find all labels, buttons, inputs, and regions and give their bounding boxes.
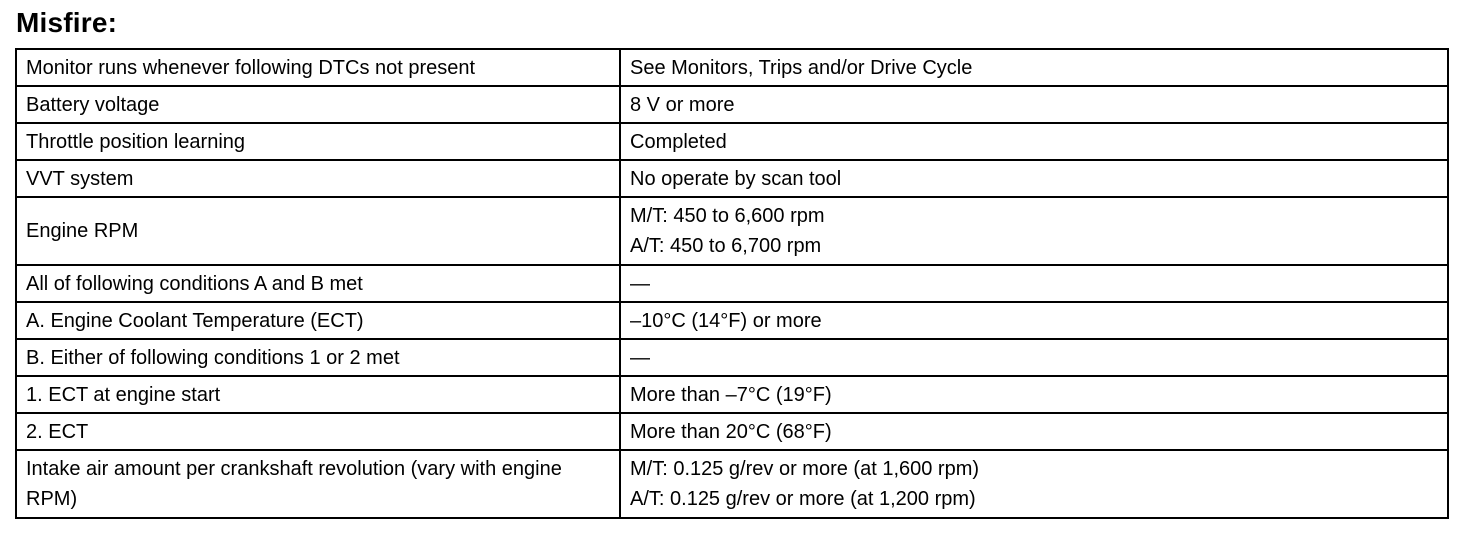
condition-cell: Battery voltage <box>16 86 620 123</box>
value-cell <box>620 197 1448 265</box>
value-cell <box>620 49 1448 86</box>
value-line: A/T: 450 to 6,700 rpm <box>630 235 822 257</box>
value-cell <box>620 376 1448 413</box>
condition-cell: Intake air amount per crankshaft revolution (vary with engine RPM) <box>16 450 620 518</box>
table-row <box>16 376 1448 413</box>
value-line: –10°C (14°F) or more <box>630 309 822 332</box>
value-line: — <box>630 346 650 369</box>
table-row <box>16 49 1448 86</box>
value-cell <box>620 302 1448 339</box>
value-cell <box>620 123 1448 160</box>
value-line: A/T: 0.125 g/rev or more (at 1,200 rpm) <box>630 488 976 510</box>
condition-cell: All of following conditions A and B met <box>16 265 620 302</box>
value-line: More than –7°C (19°F) <box>630 383 832 406</box>
condition-cell: B. Either of following conditions 1 or 2 met <box>16 339 620 376</box>
table-row <box>16 265 1448 302</box>
value-cell <box>620 265 1448 302</box>
value-line: Completed <box>630 130 727 153</box>
condition-cell: Engine RPM <box>16 197 620 265</box>
condition-cell: A. Engine Coolant Temperature (ECT) <box>16 302 620 339</box>
value-line: More than 20°C (68°F) <box>630 420 832 443</box>
condition-cell: 2. ECT <box>16 413 620 450</box>
condition-cell: VVT system <box>16 160 620 197</box>
value-line: M/T: 450 to 6,600 rpm <box>630 205 825 227</box>
table-row <box>16 160 1448 197</box>
value-line: See Monitors, Trips and/or Drive Cycle <box>630 56 973 79</box>
page-title: Misfire: <box>16 7 118 38</box>
table-row <box>16 339 1448 376</box>
value-cell <box>620 86 1448 123</box>
condition-cell: 1. ECT at engine start <box>16 376 620 413</box>
value-line: — <box>630 272 650 295</box>
value-line: 8 V or more <box>630 93 735 116</box>
table-row <box>16 197 1448 265</box>
value-cell <box>620 413 1448 450</box>
value-cell <box>620 450 1448 518</box>
value-cell <box>620 339 1448 376</box>
value-line: M/T: 0.125 g/rev or more (at 1,600 rpm) <box>630 458 980 480</box>
value-line: No operate by scan tool <box>630 167 842 190</box>
table-row <box>16 450 1448 518</box>
table-row <box>16 86 1448 123</box>
table-row <box>16 302 1448 339</box>
condition-cell: Throttle position learning <box>16 123 620 160</box>
condition-cell: Monitor runs whenever following DTCs not present <box>16 49 620 86</box>
table-row <box>16 413 1448 450</box>
conditions-table <box>15 48 1449 519</box>
table-row <box>16 123 1448 160</box>
value-cell <box>620 160 1448 197</box>
